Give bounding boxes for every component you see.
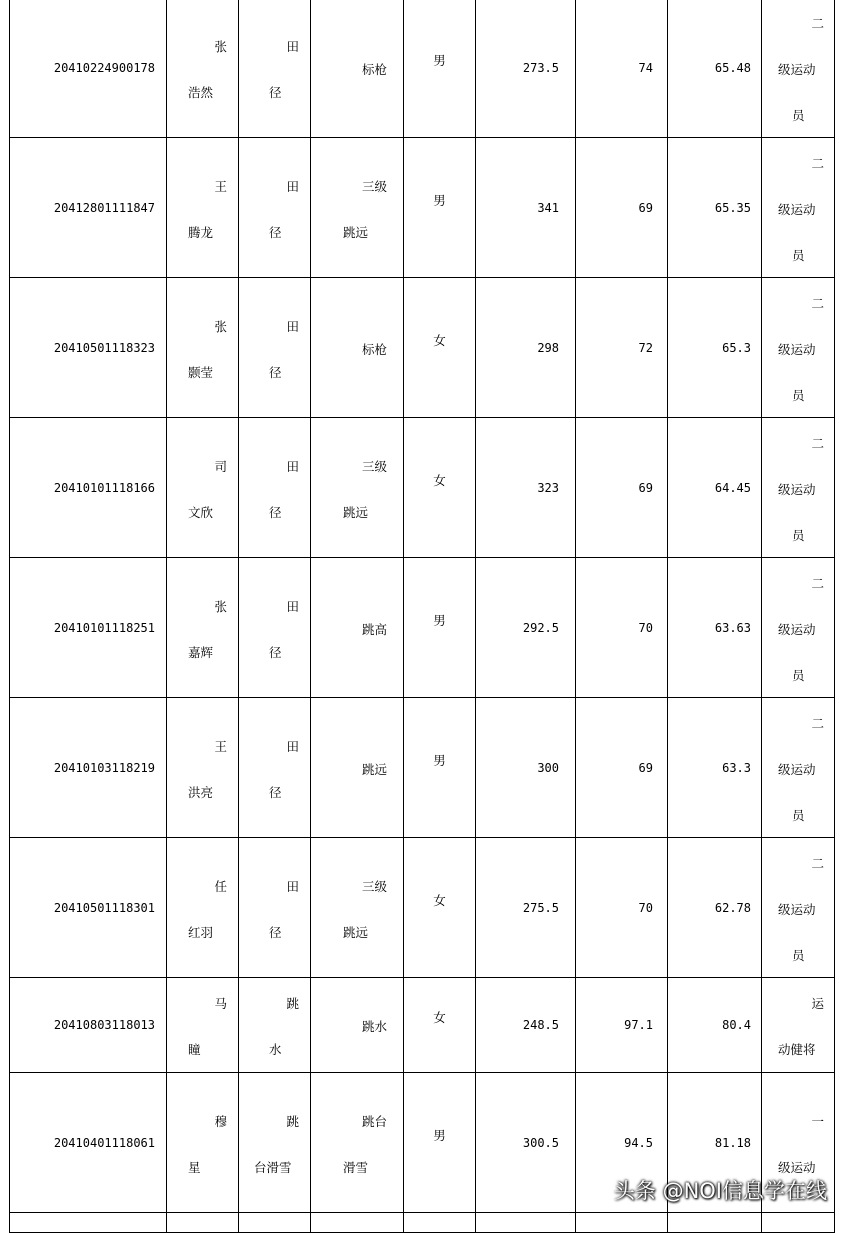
sex-cell-value: 女 — [433, 893, 446, 908]
name-cell — [167, 138, 239, 278]
athlete-table — [9, 0, 835, 1233]
id-cell-value: 20410101118166 — [53, 480, 155, 495]
event-cell — [311, 698, 404, 838]
sport-cell-line-2: 径 — [269, 365, 282, 380]
level-cell — [762, 558, 835, 698]
sex-cell-value: 女 — [433, 333, 446, 348]
empty-cell — [239, 1213, 311, 1233]
event-cell-line-2: 跳水 — [361, 1019, 387, 1034]
sport-cell — [239, 978, 311, 1073]
level-cell-line-3: 员 — [792, 248, 805, 263]
sex-cell — [404, 978, 476, 1073]
event-cell-line-2: 跳远 — [361, 762, 387, 777]
sex-cell — [404, 698, 476, 838]
name-cell — [167, 838, 239, 978]
name-cell — [167, 418, 239, 558]
sport-cell — [239, 558, 311, 698]
score-cell — [476, 418, 576, 558]
table-row — [10, 838, 835, 978]
avg-cell — [668, 418, 762, 558]
name-cell-line-1: 王 — [214, 739, 227, 754]
empty-cell — [476, 1213, 576, 1233]
sex-cell-value: 男 — [433, 753, 446, 768]
name-cell-line-2: 浩然 — [188, 85, 214, 100]
sex-cell — [404, 278, 476, 418]
rank-cell — [576, 978, 668, 1073]
level-cell-line-3: 员 — [792, 948, 805, 963]
id-cell — [10, 278, 167, 418]
avg-cell-value: 65.48 — [714, 60, 751, 75]
id-cell-value: 20410401118061 — [53, 1135, 155, 1150]
avg-cell — [668, 558, 762, 698]
name-cell-line-1: 张 — [214, 39, 227, 54]
id-cell-value: 20412801111847 — [53, 200, 155, 215]
event-cell-line-1: 跳台 — [361, 1114, 387, 1129]
empty-cell — [576, 1213, 668, 1233]
avg-cell — [668, 838, 762, 978]
name-cell-line-2: 文欣 — [188, 505, 214, 520]
avg-cell — [668, 0, 762, 138]
sex-cell-value: 男 — [433, 193, 446, 208]
empty-cell — [10, 1213, 167, 1233]
score-cell-value: 323 — [537, 480, 559, 495]
sport-cell-line-1: 田 — [286, 319, 299, 334]
event-cell — [311, 138, 404, 278]
avg-cell-value: 65.3 — [722, 340, 751, 355]
score-cell-value: 292.5 — [522, 620, 559, 635]
id-cell — [10, 0, 167, 138]
event-cell-line-2: 跳远 — [343, 225, 369, 240]
level-cell-line-2: 级运动 — [778, 482, 816, 497]
level-cell-line-1: 二 — [811, 296, 824, 311]
table-row — [10, 278, 835, 418]
rank-cell — [576, 138, 668, 278]
event-cell-line-2: 跳高 — [361, 622, 387, 637]
sport-cell-line-1: 田 — [286, 179, 299, 194]
name-cell-line-2: 瞳 — [188, 1042, 201, 1057]
watermark-text: 头条 @NOI信息学在线 — [613, 1179, 827, 1203]
score-cell-value: 298 — [537, 340, 559, 355]
score-cell-value: 300 — [537, 760, 559, 775]
sex-cell-value: 男 — [433, 1128, 446, 1143]
sport-cell-line-1: 田 — [286, 599, 299, 614]
sport-cell-line-2: 径 — [269, 225, 282, 240]
rank-cell-value: 69 — [638, 200, 653, 215]
rank-cell — [576, 0, 668, 138]
name-cell — [167, 558, 239, 698]
level-cell — [762, 978, 835, 1073]
score-cell-value: 300.5 — [522, 1135, 559, 1150]
table-row — [10, 0, 835, 138]
sport-cell-line-2: 径 — [269, 505, 282, 520]
avg-cell-value: 65.35 — [714, 200, 751, 215]
sex-cell — [404, 1073, 476, 1213]
event-cell — [311, 838, 404, 978]
sport-cell — [239, 838, 311, 978]
avg-cell — [668, 138, 762, 278]
rank-cell — [576, 278, 668, 418]
rank-cell-value: 70 — [638, 620, 653, 635]
score-cell — [476, 0, 576, 138]
table-row — [10, 558, 835, 698]
score-cell — [476, 138, 576, 278]
empty-cell — [762, 1213, 835, 1233]
name-cell-line-1: 司 — [214, 459, 227, 474]
rank-cell-value: 69 — [638, 480, 653, 495]
level-cell-line-2: 级运动 — [778, 762, 816, 777]
level-cell-line-3: 员 — [792, 668, 805, 683]
rank-cell — [576, 698, 668, 838]
empty-cell — [404, 1213, 476, 1233]
event-cell — [311, 0, 404, 138]
empty-cell — [167, 1213, 239, 1233]
empty-cell — [311, 1213, 404, 1233]
table-row — [10, 138, 835, 278]
level-cell-line-1: 运 — [811, 996, 824, 1011]
score-cell-value: 341 — [537, 200, 559, 215]
score-cell — [476, 978, 576, 1073]
event-cell-line-2: 滑雪 — [343, 1160, 369, 1175]
name-cell-line-2: 嘉辉 — [188, 645, 214, 660]
avg-cell — [668, 698, 762, 838]
event-cell — [311, 418, 404, 558]
table-row-partial — [10, 1213, 835, 1233]
rank-cell — [576, 418, 668, 558]
sport-cell-line-2: 台滑雪 — [254, 1160, 292, 1175]
score-cell — [476, 278, 576, 418]
event-cell — [311, 978, 404, 1073]
sport-cell-line-1: 田 — [286, 459, 299, 474]
name-cell — [167, 0, 239, 138]
table-row — [10, 698, 835, 838]
level-cell — [762, 418, 835, 558]
sport-cell — [239, 0, 311, 138]
name-cell-line-2: 洪亮 — [188, 785, 214, 800]
event-cell-line-1: 三级 — [361, 459, 387, 474]
rank-cell — [576, 558, 668, 698]
avg-cell-value: 62.78 — [714, 900, 751, 915]
level-cell-line-1: 一 — [811, 1114, 824, 1129]
event-cell — [311, 558, 404, 698]
rank-cell-value: 72 — [638, 340, 653, 355]
level-cell-line-2: 级运动 — [778, 342, 816, 357]
score-cell — [476, 838, 576, 978]
name-cell-line-2: 颢莹 — [188, 365, 214, 380]
level-cell-line-1: 二 — [811, 716, 824, 731]
sport-cell-line-1: 田 — [286, 739, 299, 754]
sport-cell — [239, 1073, 311, 1213]
level-cell-line-3: 员 — [792, 528, 805, 543]
avg-cell — [668, 978, 762, 1073]
sex-cell — [404, 558, 476, 698]
rank-cell-value: 69 — [638, 760, 653, 775]
avg-cell-value: 64.45 — [714, 480, 751, 495]
sport-cell-line-1: 田 — [286, 879, 299, 894]
level-cell-line-2: 级运动 — [778, 622, 816, 637]
level-cell-line-1: 二 — [811, 436, 824, 451]
score-cell — [476, 1073, 576, 1213]
sport-cell-line-2: 径 — [269, 85, 282, 100]
name-cell — [167, 978, 239, 1073]
level-cell-line-2: 级运动 — [778, 202, 816, 217]
sex-cell-value: 女 — [433, 1010, 446, 1025]
name-cell-line-1: 王 — [214, 179, 227, 194]
sport-cell — [239, 418, 311, 558]
score-cell — [476, 698, 576, 838]
id-cell — [10, 838, 167, 978]
empty-cell — [668, 1213, 762, 1233]
name-cell-line-2: 红羽 — [188, 925, 214, 940]
sport-cell-line-1: 田 — [286, 39, 299, 54]
id-cell — [10, 418, 167, 558]
avg-cell-value: 80.4 — [722, 1018, 751, 1032]
level-cell-line-2: 级运动 — [778, 62, 816, 77]
name-cell-line-1: 张 — [214, 599, 227, 614]
event-cell — [311, 278, 404, 418]
level-cell-line-1: 二 — [811, 16, 824, 31]
score-cell-value: 273.5 — [522, 60, 559, 75]
level-cell-line-2: 级运动 — [778, 1160, 816, 1175]
avg-cell — [668, 278, 762, 418]
avg-cell-value: 63.3 — [722, 760, 751, 775]
sex-cell-value: 女 — [433, 473, 446, 488]
name-cell-line-1: 穆 — [214, 1114, 227, 1129]
table-row — [10, 418, 835, 558]
event-cell — [311, 1073, 404, 1213]
level-cell — [762, 698, 835, 838]
id-cell — [10, 698, 167, 838]
score-cell — [476, 558, 576, 698]
name-cell-line-1: 张 — [214, 319, 227, 334]
level-cell-line-1: 二 — [811, 156, 824, 171]
sport-cell — [239, 278, 311, 418]
sport-cell-line-2: 径 — [269, 925, 282, 940]
level-cell-line-1: 二 — [811, 856, 824, 871]
event-cell-line-1: 三级 — [361, 879, 387, 894]
id-cell-value: 20410803118013 — [53, 1018, 155, 1032]
name-cell-line-1: 任 — [214, 879, 227, 894]
name-cell-line-2: 星 — [188, 1160, 201, 1175]
score-cell-value: 248.5 — [522, 1018, 559, 1032]
level-cell-line-2: 动健将 — [778, 1042, 816, 1057]
id-cell — [10, 138, 167, 278]
rank-cell-value: 70 — [638, 900, 653, 915]
event-cell-line-2: 跳远 — [343, 925, 369, 940]
rank-cell — [576, 838, 668, 978]
id-cell — [10, 978, 167, 1073]
level-cell — [762, 838, 835, 978]
event-cell-line-2: 标枪 — [361, 342, 387, 357]
id-cell-value: 20410224900178 — [53, 60, 155, 75]
id-cell — [10, 1073, 167, 1213]
avg-cell-value: 81.18 — [714, 1135, 751, 1150]
name-cell — [167, 278, 239, 418]
name-cell-line-1: 马 — [214, 996, 227, 1011]
avg-cell-value: 63.63 — [714, 620, 751, 635]
sex-cell — [404, 0, 476, 138]
sex-cell — [404, 838, 476, 978]
level-cell-line-3: 员 — [792, 108, 805, 123]
sport-cell-line-1: 跳 — [286, 996, 299, 1011]
rank-cell-value: 97.1 — [624, 1018, 653, 1032]
id-cell-value: 20410501118301 — [53, 900, 155, 915]
rank-cell-value: 74 — [638, 60, 653, 75]
sex-cell-value: 男 — [433, 53, 446, 68]
name-cell — [167, 1073, 239, 1213]
score-cell-value: 275.5 — [522, 900, 559, 915]
sport-cell-line-2: 径 — [269, 785, 282, 800]
sex-cell-value: 男 — [433, 613, 446, 628]
name-cell — [167, 698, 239, 838]
sex-cell — [404, 418, 476, 558]
sport-cell-line-2: 水 — [269, 1042, 282, 1057]
event-cell-line-2: 跳远 — [343, 505, 369, 520]
table-row — [10, 978, 835, 1073]
level-cell-line-2: 级运动 — [778, 902, 816, 917]
level-cell-line-3: 员 — [792, 808, 805, 823]
id-cell-value: 20410101118251 — [53, 620, 155, 635]
id-cell-value: 20410103118219 — [53, 760, 155, 775]
sport-cell — [239, 698, 311, 838]
name-cell-line-2: 腾龙 — [188, 225, 214, 240]
event-cell-line-1: 三级 — [361, 179, 387, 194]
event-cell-line-2: 标枪 — [361, 62, 387, 77]
id-cell-value: 20410501118323 — [53, 340, 155, 355]
sport-cell-line-1: 跳 — [286, 1114, 299, 1129]
rank-cell-value: 94.5 — [624, 1135, 653, 1150]
level-cell — [762, 0, 835, 138]
sex-cell — [404, 138, 476, 278]
level-cell-line-3: 员 — [792, 388, 805, 403]
level-cell — [762, 138, 835, 278]
sport-cell-line-2: 径 — [269, 645, 282, 660]
id-cell — [10, 558, 167, 698]
level-cell-line-1: 二 — [811, 576, 824, 591]
level-cell — [762, 278, 835, 418]
sport-cell — [239, 138, 311, 278]
